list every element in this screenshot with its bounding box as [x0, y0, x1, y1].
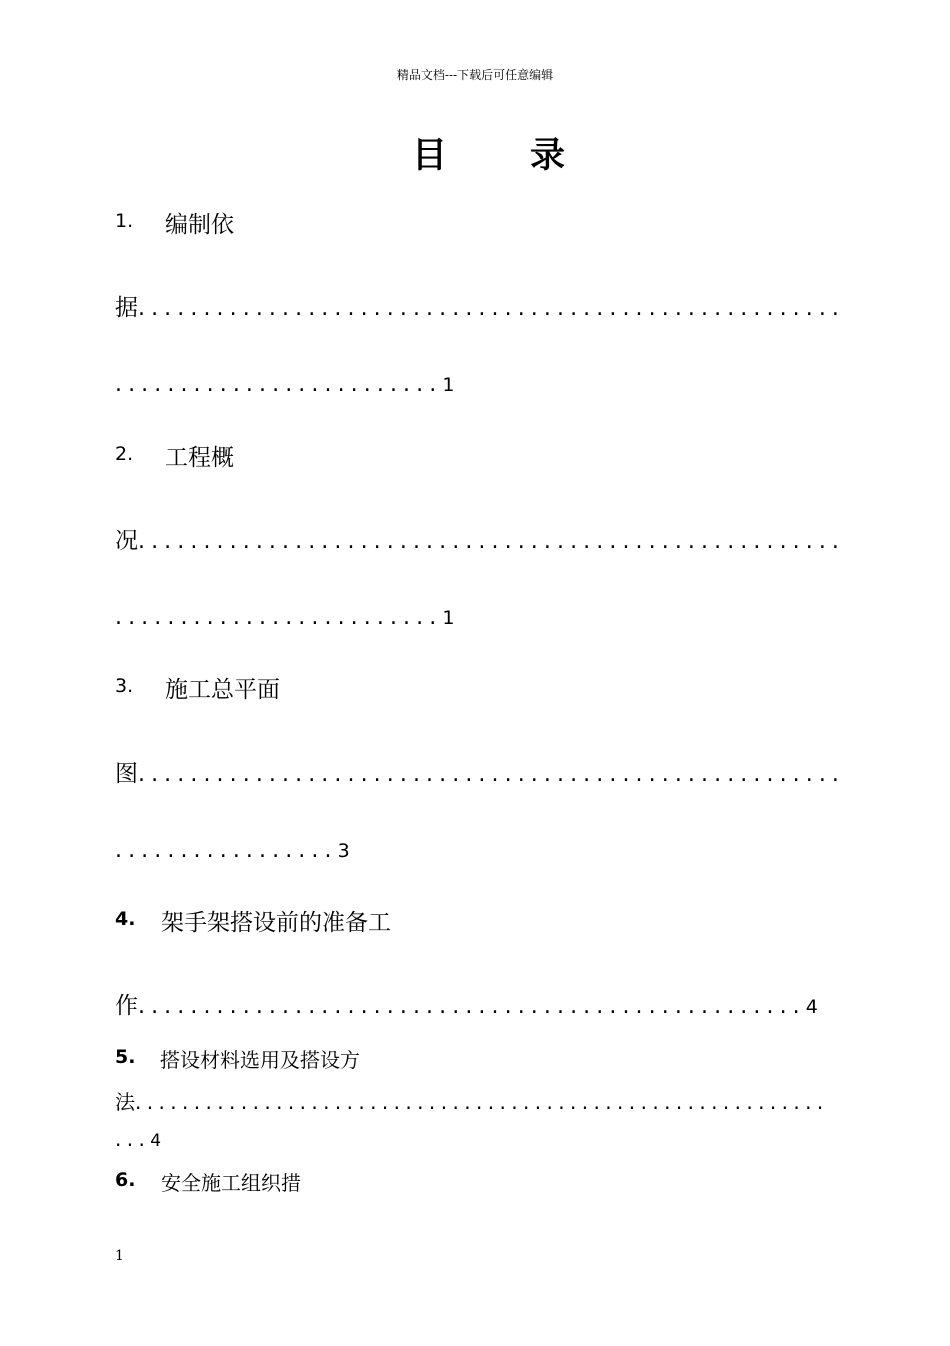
toc-entry-5-page-line	[115, 1127, 161, 1151]
toc-entry-1-cont-char: 据	[115, 295, 138, 321]
toc-entry-4-cont-char: 作	[115, 993, 138, 1019]
toc-entry-1-page-line	[115, 372, 454, 397]
toc-entry-1-label: 编制依	[165, 212, 234, 238]
toc-entry-2-label: 工程概	[165, 445, 234, 471]
toc-entry-2-number: 2.	[115, 443, 134, 465]
toc-title-char-2: 录	[530, 136, 566, 176]
toc-entry-3-label: 施工总平面	[165, 677, 280, 703]
toc-entry-2-page-line	[115, 605, 454, 630]
toc-entry-5-leader: ...........................................................	[135, 1090, 829, 1114]
toc-entry-1-number: 1.	[115, 210, 134, 232]
toc-entry-5-cont-char: 法	[115, 1090, 135, 1114]
toc-entry-4-label: 架手架搭设前的准备工	[161, 910, 391, 936]
toc-entry-3-page-line	[115, 838, 350, 863]
toc-entry-6-number: 6.	[115, 1169, 136, 1191]
toc-entry-1-leader: ......................................................	[138, 296, 846, 321]
document-header: 精品文档---下载后可任意编辑	[396, 68, 554, 82]
toc-entry-2-leader-2: .........................	[115, 605, 443, 630]
toc-entry-3-page: 3	[337, 840, 350, 862]
toc-entry-5-page: 4	[150, 1131, 162, 1151]
toc-entry-3-leader-2: .................	[115, 838, 338, 863]
toc-entry-2-cont-char: 况	[115, 528, 138, 554]
toc-entry-4-continuation	[115, 987, 818, 1020]
page-number: 1	[115, 1248, 124, 1264]
toc-entry-5-leader-2: ...	[115, 1127, 151, 1151]
toc-entry-3-cont-char: 图	[115, 761, 138, 787]
toc-entry-4-number: 4.	[115, 908, 136, 930]
toc-entry-1-page: 1	[442, 374, 455, 396]
toc-entry-3-leader: ......................................................	[138, 762, 846, 787]
toc-entry-3-number: 3.	[115, 675, 134, 697]
toc-entry-2-continuation	[115, 522, 845, 555]
toc-entry-4-leader: ...................................................	[138, 994, 806, 1019]
toc-entry-5-label: 搭设材料选用及搭设方	[160, 1048, 360, 1072]
toc-entry-5-continuation	[115, 1086, 829, 1115]
toc-entry-4-page: 4	[805, 996, 818, 1018]
toc-entry-5-number: 5.	[115, 1046, 136, 1068]
toc-entry-3-continuation	[115, 755, 845, 788]
toc-entry-2-leader: ......................................................	[138, 529, 846, 554]
toc-title-char-1: 目	[412, 136, 448, 176]
toc-entry-1-leader-2: .........................	[115, 372, 443, 397]
toc-entry-6-label: 安全施工组织措	[161, 1171, 301, 1195]
toc-entry-2-page: 1	[442, 607, 455, 629]
toc-entry-1-continuation	[115, 289, 845, 322]
